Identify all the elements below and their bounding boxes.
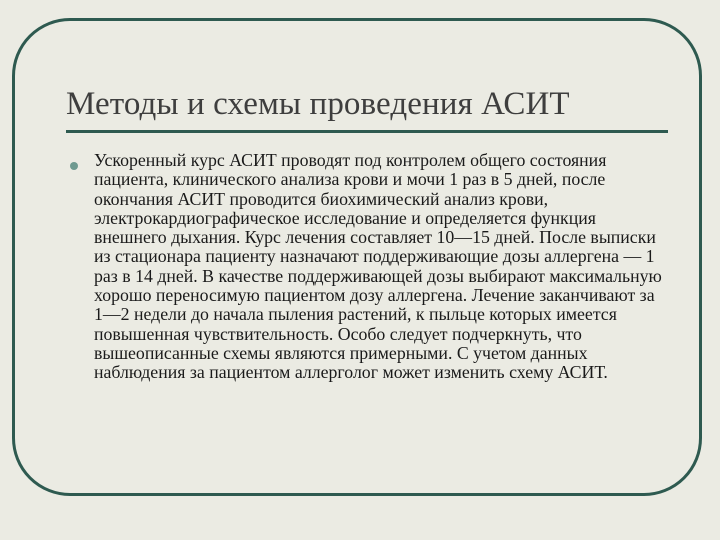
slide-title: Методы и схемы проведения АСИТ — [66, 86, 570, 122]
title-underline — [66, 130, 668, 133]
bullet-icon — [70, 162, 78, 170]
bullet-text: Ускоренный курс АСИТ проводят под контролем общего состояния пациента, клинического анализа крови и мочи 1 раз в 5 дней, после окончания АСИТ проводится биохимический анализ крови, электрокардиографическое исследование и определяется функция внешнего дыхания. Курс лечения составляет 10—15 дней. После выписки из стационара пациенту назначают поддерживающие дозы аллергена — 1 раз в 14 дней. В качестве поддерживающей дозы выбирают максимальную хорошо переносимую пациентом дозу аллергена. Лечение заканчивают за 1—2 недели до начала пыления растений, к пыльце которых имеется повышенная чувствительность. Особо следует подчеркнуть, что вышеописанные схемы являются примерными. С учетом данных наблюдения за пациентом аллерголог может изменить схему АСИТ. — [94, 150, 662, 383]
